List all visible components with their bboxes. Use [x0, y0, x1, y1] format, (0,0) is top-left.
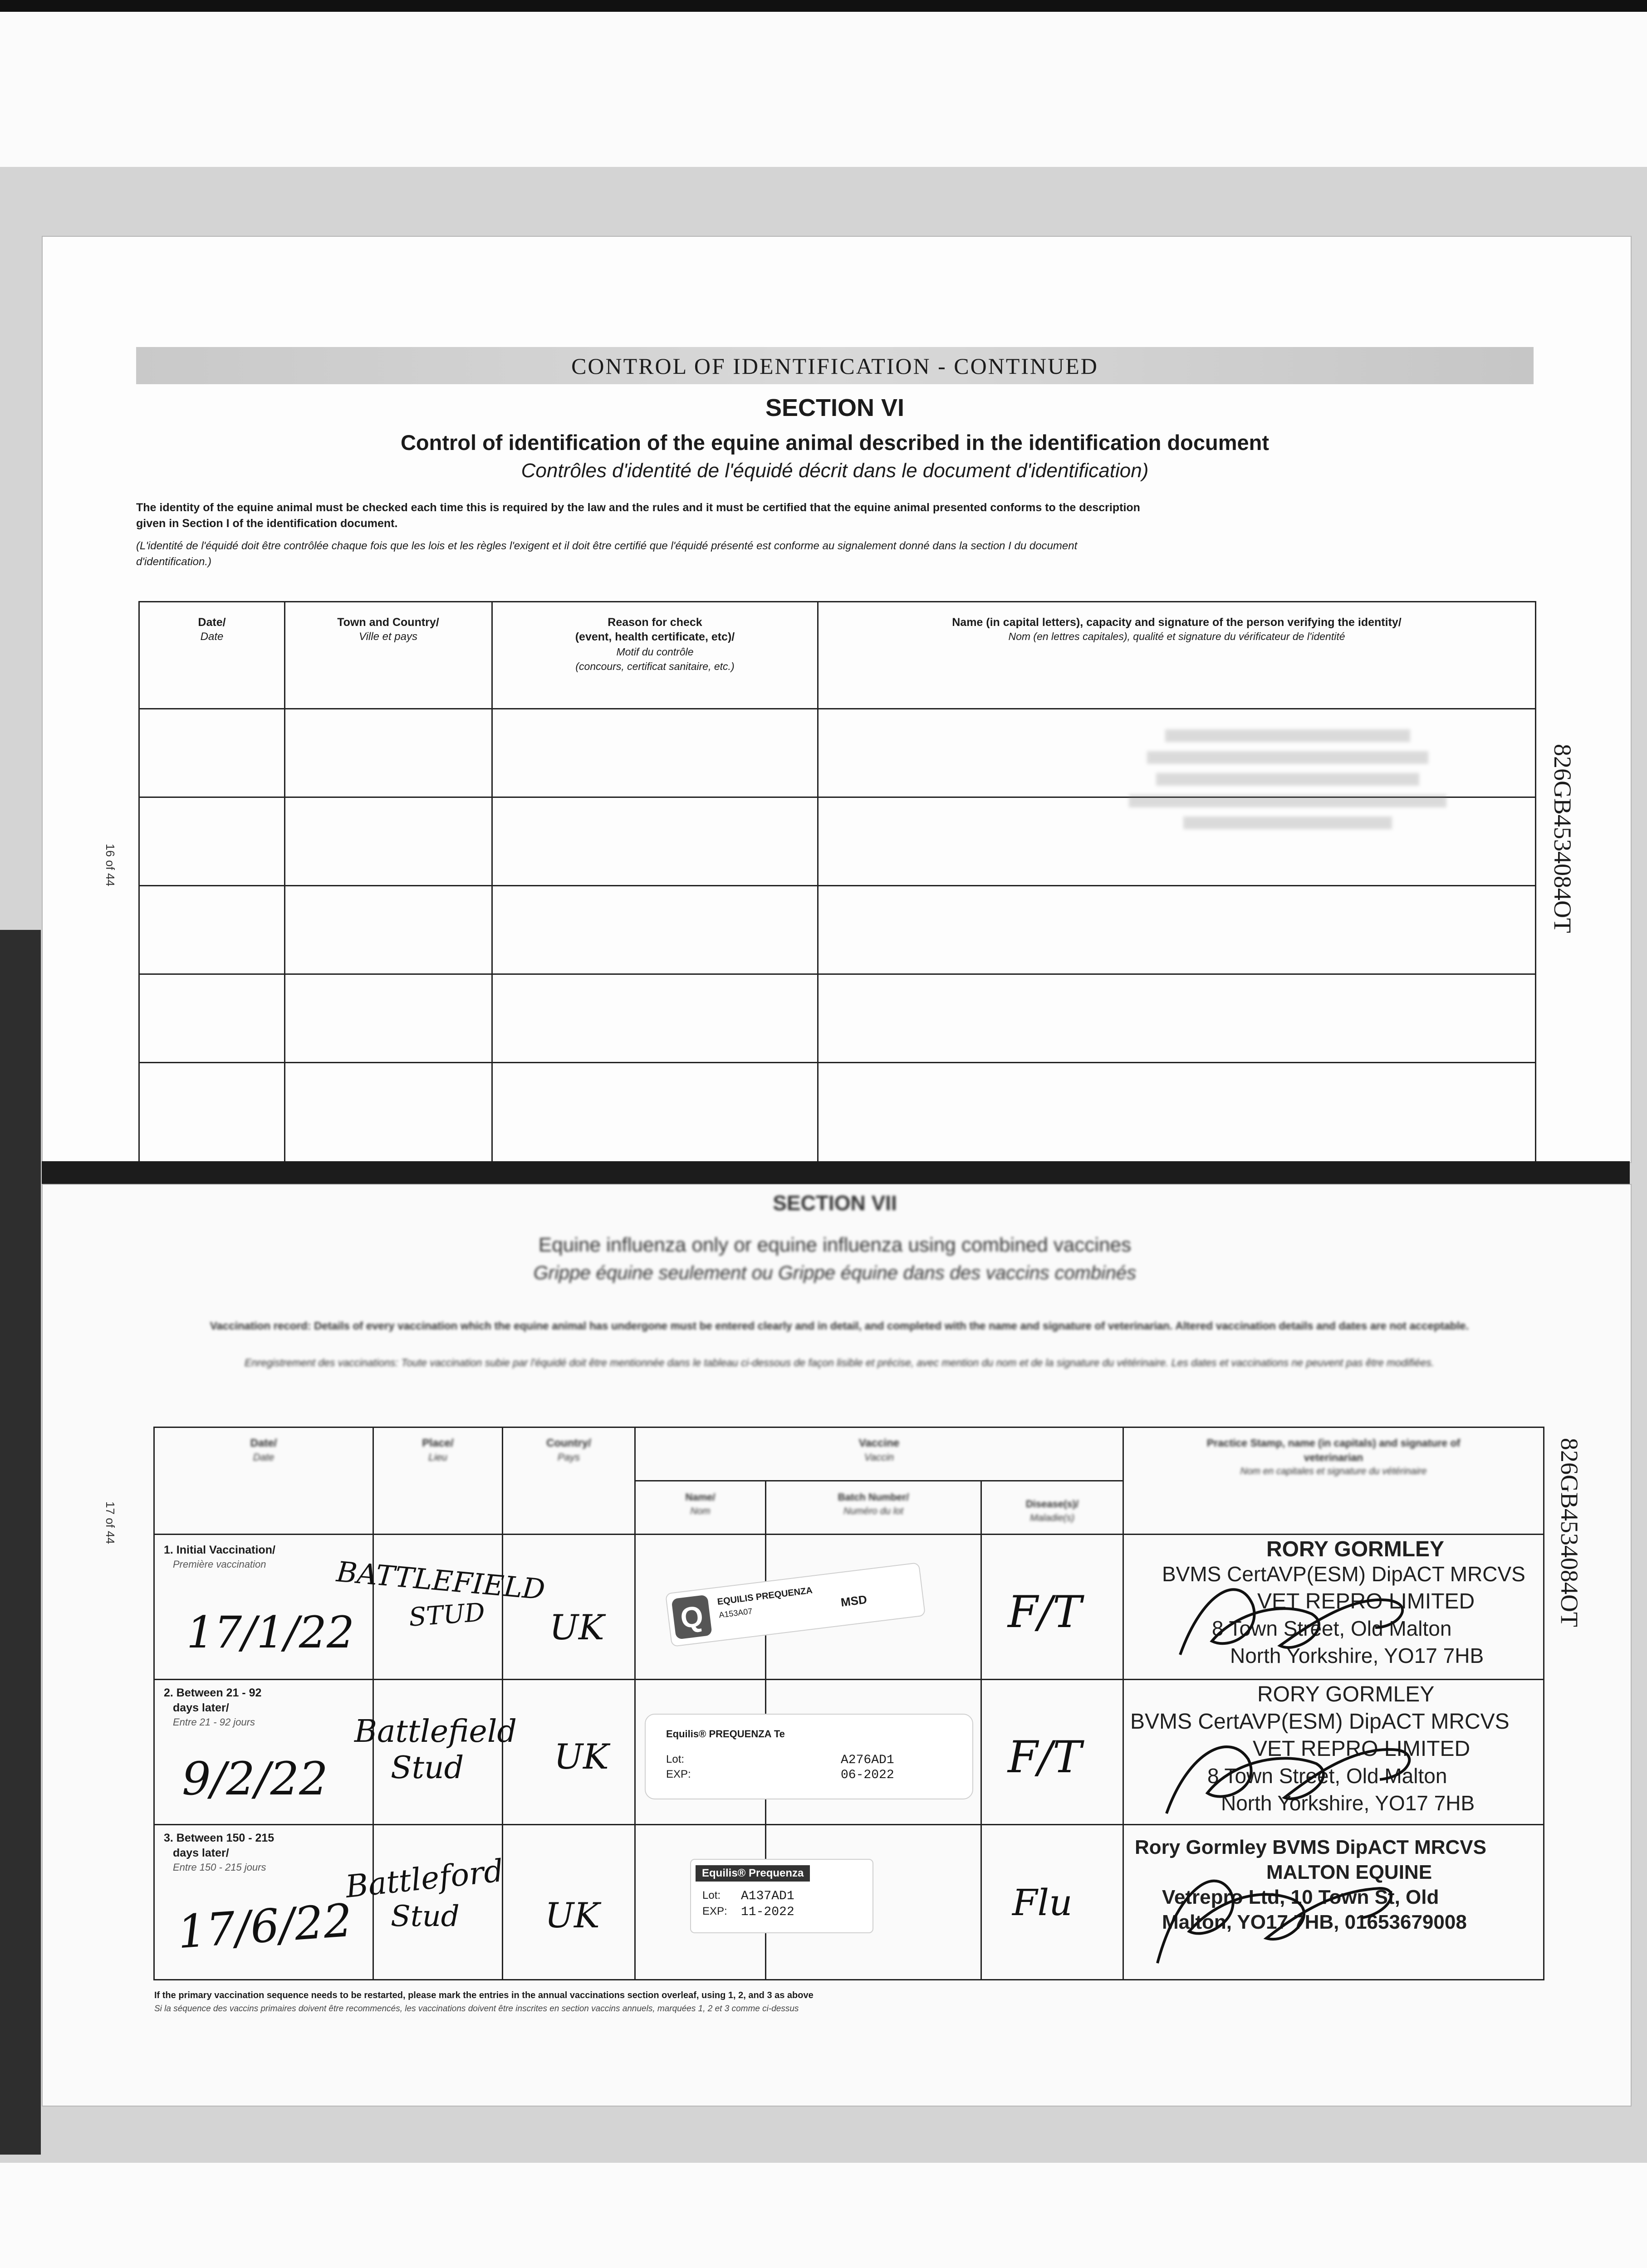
row3-lot-value: A137AD1: [741, 1889, 794, 1903]
row1-disease: F/T: [1008, 1587, 1082, 1637]
row3-exp-label: EXP:: [702, 1905, 727, 1917]
col-date-fr: Date: [200, 631, 224, 643]
identity-check-table: [138, 601, 1536, 1183]
row2-country: UK: [554, 1736, 609, 1777]
vcol-name-en: Name/: [685, 1491, 716, 1503]
row1-vaccine-name: EQUILIS PREQUENZA: [716, 1585, 813, 1607]
row3-label-en-2: days later/: [173, 1847, 229, 1859]
row1-stamp-line5: North Yorkshire, YO17 7HB: [1230, 1644, 1484, 1667]
row3-country: UK: [545, 1895, 600, 1936]
footer-note-fr: Si la séquence des vaccins primaires doivent être recommencés, les vaccinations doivent être inscrites en section vaccins annuels, marquées 1, 2 et 3 comme ci-dessus: [154, 2004, 799, 2014]
row1-stamp-line4: 8 Town Street, Old Malton: [1212, 1617, 1452, 1640]
section-subtitle-en: Control of identification of the equine animal described in the identification document: [400, 430, 1270, 455]
vcol-vaccine-fr: Vaccin: [864, 1452, 894, 1463]
section-vii-title: SECTION VII: [773, 1191, 897, 1215]
vcol-date-fr: Date: [253, 1452, 274, 1463]
col-reason-en-1: Reason for check: [608, 616, 702, 629]
row3-stamp-line4: Malton, YO17 7HB, 01653679008: [1162, 1911, 1467, 1933]
vaccination-table: [153, 1427, 1544, 1980]
cover-edge: [0, 930, 41, 2155]
row1-vaccine-batch: A153A07: [718, 1606, 753, 1620]
side-id-bottom: 826GB4534084OT: [1556, 1438, 1583, 1627]
row2-label-en-2: days later/: [173, 1701, 229, 1714]
row2-stamp-line5: North Yorkshire, YO17 7HB: [1221, 1791, 1475, 1815]
vcol-place-en: Place/: [422, 1437, 454, 1449]
row2-signature: [1153, 1718, 1434, 1823]
section-vii-instructions-fr: Enregistrement des vaccinations: Toute vaccination subie par l'équidé doit être mentionnée dans le tableau ci-dessous de façon lisible et précise, avec mention du nom et de la signature du vétérinaire. Les dates et vaccinations ne peuvent pas être modifiées.: [245, 1357, 1434, 1369]
row2-label-en-1: 2. Between 21 - 92: [164, 1686, 262, 1699]
col-town-fr: Ville et pays: [359, 631, 417, 643]
col-reason-en-2: (event, health certificate, etc)/: [575, 631, 735, 643]
row1-vaccine-sticker: [665, 1562, 926, 1647]
instructions-en-line1: The identity of the equine animal must be checked each time this is required by the law and the rules and it must be certified that the equine animal presented conforms to the description: [136, 501, 1140, 514]
row2-place-2: Stud: [391, 1750, 464, 1786]
vcol-batch-en: Batch Number/: [838, 1491, 909, 1503]
section-vii-instructions-en: Vaccination record: Details of every vaccination which the equine animal has undergone must be entered clearly and in detail, and completed with the name and signature of veterinarian. Altered vaccination details and dates are not acceptable.: [210, 1320, 1469, 1332]
row2-lot-value: A276AD1: [841, 1753, 894, 1767]
row3-stamp-line3: Vetreprо Ltd, 10 Town St, Old: [1162, 1886, 1439, 1908]
row1-country: UK: [549, 1607, 604, 1647]
vcol-practice-en-2: veterinarian: [1304, 1452, 1363, 1463]
vcol-batch-fr: Numéro du lot: [843, 1506, 903, 1516]
col-date-en: Date/: [198, 616, 226, 629]
section-subtitle-fr: Contrôles d'identité de l'équidé décrit dans le document d'identification): [521, 459, 1149, 482]
row2-stamp-line3: VET REPRO LIMITED: [1253, 1737, 1471, 1761]
header-bar-title: CONTROL OF IDENTIFICATION - CONTINUED: [571, 353, 1098, 379]
vcol-country-en: Country/: [546, 1437, 591, 1449]
row2-vaccine-name: Equilis® PREQUENZA Te: [666, 1728, 785, 1740]
instructions-fr-line1: (L'identité de l'équidé doit être contrôlée chaque fois que les lois et les règles l'exigent et il doit être certifié que l'équidé présenté est conforme au signalement donné dans la section I du document: [136, 540, 1078, 552]
row3-place-2: Stud: [391, 1900, 460, 1933]
vcol-practice-en-1: Practice Stamp, name (in capitals) and signature of: [1206, 1437, 1461, 1449]
row1-stamp-line2: BVMS CertAVP(ESM) DipACT MRCVS: [1162, 1562, 1525, 1586]
row2-date: 9/2/22: [182, 1752, 328, 1805]
vcol-place-fr: Lieu: [428, 1452, 447, 1463]
row3-stamp-line1: Rory Gormley BVMS DipACT MRCVS: [1135, 1836, 1486, 1858]
row3-disease: Flu: [1012, 1882, 1073, 1924]
row1-place-1: BATTLEFIELD: [335, 1555, 547, 1606]
page-fold: [42, 1161, 1630, 1184]
row2-exp-value: 06-2022: [841, 1768, 894, 1782]
row2-vaccine-sticker: [645, 1714, 973, 1799]
row3-stamp-line2: MALTON EQUINE: [1266, 1861, 1432, 1883]
row2-stamp-line4: 8 Town Street, Old Malton: [1207, 1764, 1447, 1788]
vcol-name-fr: Nom: [690, 1506, 711, 1516]
side-id-top: 826GB4534084OT: [1549, 744, 1576, 933]
row3-date: 17/6/22: [176, 1893, 354, 1959]
row1-label-fr: Première vaccination: [173, 1559, 266, 1570]
row3-label-fr: Entre 150 - 215 jours: [173, 1862, 266, 1873]
col-name-fr: Nom (en lettres capitales), qualité et signature du vérificateur de l'identité: [1008, 631, 1345, 642]
col-name-en: Name (in capital letters), capacity and signature of the person verifying the identity/: [952, 616, 1402, 629]
row1-date: 17/1/22: [186, 1607, 355, 1658]
vcol-disease-en: Disease(s)/: [1025, 1498, 1079, 1510]
row3-lot-label: Lot:: [702, 1889, 721, 1901]
row1-vaccine-brand: MSD: [840, 1592, 868, 1609]
faded-stamp-bleedthrough: [1129, 720, 1446, 856]
row3-label-en-1: 3. Between 150 - 215: [164, 1832, 274, 1844]
instructions-fr-line2: d'identification.): [136, 556, 212, 568]
row1-signature: [1162, 1564, 1443, 1673]
row2-stamp-line1: RORY GORMLEY: [1257, 1682, 1435, 1706]
vcol-disease-fr: Maladie(s): [1029, 1513, 1075, 1523]
row1-label-en: 1. Initial Vaccination/: [164, 1544, 275, 1556]
row2-place-1: Battlefield: [354, 1714, 517, 1750]
row2-disease: F/T: [1008, 1732, 1082, 1783]
row2-exp-label: EXP:: [666, 1768, 691, 1780]
row3-vaccine-name: Equilis® Prequenza: [696, 1865, 810, 1882]
instructions-en-line2: given in Section I of the identification document.: [136, 517, 398, 530]
row1-place-2: STUD: [407, 1598, 486, 1633]
page-number-top: 16 of 44: [103, 844, 117, 886]
row1-stamp-line1: RORY GORMLEY: [1266, 1537, 1445, 1561]
footer-note-en: If the primary vaccination sequence needs to be restarted, please mark the entries in the annual vaccinations section overleaf, using 1, 2, and 3 as above: [154, 1990, 814, 2000]
row3-signature: [1144, 1845, 1416, 1972]
row3-vaccine-sticker: [690, 1859, 873, 1933]
row2-stamp-line2: BVMS CertAVP(ESM) DipACT MRCVS: [1130, 1710, 1510, 1734]
section-vii-subtitle-en: Equine influenza only or equine influenza using combined vaccines: [538, 1234, 1132, 1256]
row3-place-1: Battleford: [343, 1853, 505, 1906]
col-reason-fr-1: Motif du contrôle: [616, 646, 694, 658]
section-vii-subtitle-fr: Grippe équine seulement ou Grippe équine dans des vaccins combinés: [533, 1262, 1137, 1283]
col-town-en: Town and Country/: [337, 616, 439, 629]
row2-lot-label: Lot:: [666, 1753, 685, 1765]
row2-label-fr: Entre 21 - 92 jours: [173, 1716, 255, 1728]
vcol-vaccine-en: Vaccine: [858, 1437, 900, 1449]
row3-exp-value: 11-2022: [741, 1905, 794, 1919]
vcol-country-fr: Pays: [558, 1452, 580, 1463]
page-number-bottom: 17 of 44: [103, 1501, 117, 1544]
scan-top-edge: [0, 0, 1647, 12]
row1-stamp-line3: VET REPRO LIMITED: [1257, 1589, 1475, 1613]
q-logo-icon: Q: [671, 1594, 712, 1639]
vcol-practice-fr: Nom en capitales et signature du vétérinaire: [1240, 1466, 1427, 1476]
col-reason-fr-2: (concours, certificat sanitaire, etc.): [575, 660, 735, 672]
section-title: SECTION VI: [765, 394, 905, 421]
vcol-date-en: Date/: [250, 1437, 277, 1449]
